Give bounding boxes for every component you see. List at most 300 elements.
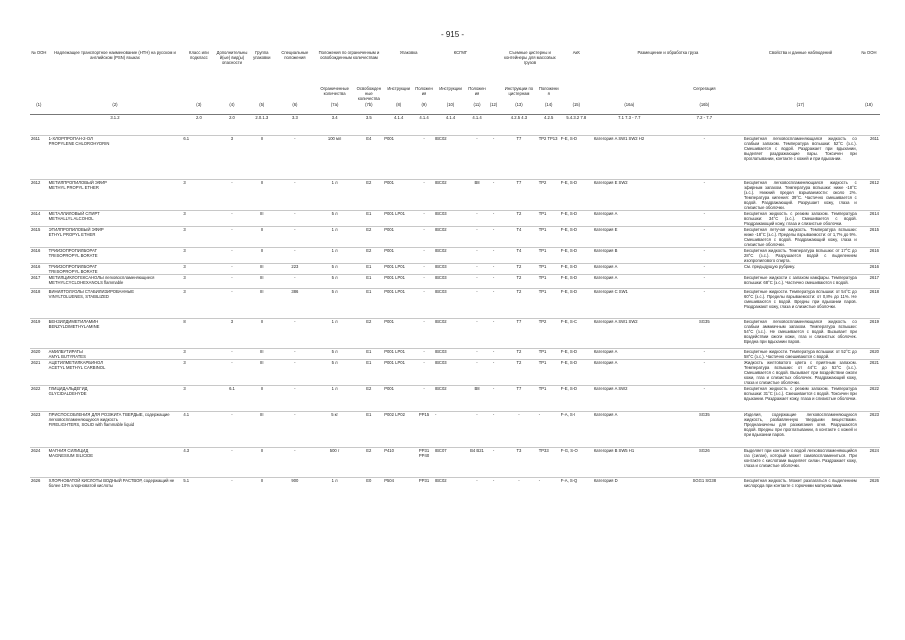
packing-instruction-cell: P001 [384,180,394,185]
class-cell: 3 [183,180,186,185]
ems-cell: F-A, S-I [560,412,576,417]
column-12-cell: - [492,360,495,365]
packing-group-cell: II [260,248,263,253]
special-provision-cell: 386 [291,289,299,294]
table-row [30,264,880,275]
packing-provision-cell: - [423,264,425,269]
class-cell: 3 [183,227,186,232]
reference-cell: 2.0 [195,115,202,120]
col-stowage-header: Размещение и обработка груза [637,50,699,55]
packing-group-cell: II [260,448,263,453]
segregation-cell: SG35 [698,319,710,324]
column-number: (2) [48,102,183,115]
tank-instruction-cell: - [518,412,520,417]
col-stowage-sub-header [593,86,666,102]
column-number: (11) [467,102,487,115]
tank-provision-cell: TP1 [538,386,547,391]
packing-provision-cell: - [423,211,425,216]
ibc-provision-cell: - [476,349,478,354]
un-number-end-cell: 2622 [869,386,879,391]
packing-provision-cell: - [423,349,425,354]
name-russian: ТРИИЗОПРОПИЛБОРАТ [48,264,97,269]
tank-provision-cell: TP1 [538,275,547,280]
limited-quantity-cell: 1 л [331,386,338,391]
packing-instruction-cell: P001 [384,136,394,141]
name-english: TRIISOPROPYL BORATE [48,269,98,274]
ems-cell: F-E, S-D [560,180,578,185]
packing-instruction-cell: P001 LP01 [384,211,405,216]
column-number-row [30,102,880,115]
class-cell: 3 [183,289,186,294]
reference-row [30,115,880,136]
ems-cell: F-E, S-D [560,289,578,294]
properties-cell: Бесцветная жидкость. Может разлагаться с выделением кислорода при контакте с горючими материалами. [743,478,857,488]
column-number: (7a) [315,102,355,115]
segregation-cell: - [703,227,706,232]
limited-quantity-cell: 5 л [331,360,338,365]
table-row [30,136,880,180]
packing-instruction-cell: P002 LP02 [384,412,405,417]
column-number: (3) [182,102,215,115]
table-row [30,289,880,319]
name-russian: ПРИСПОСОБЛЕНИЯ ДЛЯ РОЗЖИГА ТВЕРДЫЕ, содержащие легковоспламеняющуюся жидкость [48,412,170,422]
ems-cell: F-A, S-Q [560,478,578,483]
reference-cell: 4.1.4 [472,115,482,120]
excepted-quantity-cell: E2 [366,386,372,391]
class-cell: 8 [183,319,186,324]
column-number: (7b) [354,102,383,115]
dangerous-goods-table [30,50,880,492]
un-number-end-cell: 2618 [869,289,879,294]
limited-quantity-cell: 500 г [329,448,340,453]
packing-provision-cell: PP31 [418,478,430,483]
packing-instruction-cell: P001 [384,227,394,232]
name-russian: МЕТИЛПРОПИЛОВЫЙ ЭФИР [48,180,107,185]
name-cell [48,180,183,211]
table-row [30,227,880,248]
segregation-cell: - [703,180,706,185]
segregation-cell: SGG1 SG38 [692,478,717,483]
reference-cell: 3.1.2 [110,115,120,120]
table-row [30,180,880,211]
properties-cell: Бесцветная легковоспламеняющаяся жидкость со слабым аммиачным запахом. Температура вспышки: 54°C (з.с.). Не смешивается с водой. Вызывает при воздействии ожоги кожи, глаз и слизистых оболочек. Вредна при вдыхании паров. [743,319,857,344]
tank-instruction-cell: T7 [516,319,522,324]
ibc-provision-cell: B4 B21 [470,448,484,453]
table-row [30,386,880,412]
name-english: METHYLCYCLOHEXANOLS flammable [48,280,124,285]
column-12-cell: - [492,319,495,324]
ibc-instruction-cell: IBC02 [434,180,447,185]
name-english: ACETYL METHYL CARBINOL [48,365,106,370]
stowage-cell: Категория A [593,412,618,417]
excepted-quantity-cell: E2 [366,448,372,453]
col-packing-group-header: Группа упаковки [253,50,271,60]
table-row [30,412,880,448]
properties-cell: Бесцветные жидкости с запахом камфары. Температура вспышки: 68°C (з.с.). Частично смешиваются с водой. [743,275,857,285]
col-ibc-prov-header: Положения [468,86,486,96]
packing-provision-cell: - [423,360,425,365]
un-number-cell: 2614 [31,211,41,216]
tank-provision-cell: TP1 [538,360,547,365]
ibc-instruction-cell: IBC02 [434,319,447,324]
packing-group-cell: II [260,180,263,185]
special-provision-cell: - [294,349,296,354]
segregation-cell: - [703,360,706,365]
packing-provision-cell: PP15 [418,412,430,417]
properties-cell: Бесцветные жидкости. Температура вспышки: от 52°C до 58°C (з.с.). Частично смешиваются с водой. [743,349,857,359]
column-12-cell: - [492,349,495,354]
col-properties-header: Свойства и данные наблюдений [768,50,832,55]
ibc-instruction-cell: IBC03 [434,264,447,269]
limited-quantity-cell: 1 л [331,478,338,483]
column-12-cell: - [492,289,495,294]
column-number: (5) [249,102,275,115]
packing-group-cell: III [260,289,264,294]
subsidiary-risk-cell: 6.1 [229,386,235,391]
name-english: METHYL PROPYL ETHER [48,185,99,190]
name-cell [48,264,183,275]
reference-cell: 7.1 7.3 - 7.7 [618,115,641,120]
excepted-quantity-cell: E1 [366,264,372,269]
properties-cell: Выделяет при контакте с водой легковоспламеняющийся газ (силан), который может самовоспламениться. При контакте с кислотами выделяет силан. Раздражает кожу, глаза и слизистые оболочки. [743,448,857,468]
class-cell: 5.1 [183,478,190,483]
excepted-quantity-cell: E4 [366,136,372,141]
class-cell: 3 [183,349,186,354]
packing-instruction-cell: P504 [384,478,394,483]
class-cell: 4.1 [183,412,190,417]
special-provision-cell: - [294,386,296,391]
excepted-quantity-cell: E1 [366,289,372,294]
table-row [30,349,880,360]
reference-cell: 2.0.1.3 [255,115,269,120]
segregation-cell: - [703,289,706,294]
column-number: (16b) [666,102,743,115]
special-provision-cell: - [294,180,296,185]
packing-provision-cell: PP31 PP40 [418,448,430,458]
un-number-cell: 2612 [31,180,41,185]
stowage-cell: Категория C SW1 [593,289,628,294]
stowage-cell: Категория A SW2 [593,386,628,391]
col-limited-excepted-header: Положения по ограниченным и освобожденным количествам [318,50,380,60]
un-number-end-cell: 2617 [869,275,879,280]
subsidiary-risk-cell: - [231,275,233,280]
packing-group-cell: III [260,275,264,280]
name-cell [48,478,183,492]
column-number: (17) [743,102,858,115]
reference-cell: 7.2 - 7.7 [696,115,713,120]
tank-instruction-cell: T4 [516,227,522,232]
class-cell: 3 [183,248,186,253]
column-number: (6) [275,102,315,115]
name-russian: БЕНЗИЛДИМЕТИЛАМИН [48,319,99,324]
ems-cell: F-E, S-C [560,319,578,324]
un-number-end-cell: 2611 [869,136,879,141]
name-cell [48,227,183,248]
tank-provision-cell: TP2 [538,319,547,324]
special-provision-cell: - [294,227,296,232]
ibc-provision-cell: B8 [474,180,480,185]
column-12-cell: - [492,227,495,232]
packing-group-cell: III [260,349,264,354]
column-number: (13) [500,102,538,115]
name-cell [48,349,183,360]
name-russian: АМИЛБУТИРАТЫ [48,349,83,354]
col-un-no-end-header: № ООН [861,50,877,55]
un-number-cell: 2619 [31,319,41,324]
packing-instruction-cell: P001 LP01 [384,275,405,280]
subsidiary-risk-cell: - [231,248,233,253]
excepted-quantity-cell: E0 [366,478,372,483]
col-ibc-header: КСГМГ [453,50,468,55]
packing-provision-cell: - [423,248,425,253]
col-subsidiary-risk-header: Дополнительный(ые) вид(ы) опасности [216,50,248,65]
ibc-provision-cell: - [476,412,478,417]
ibc-instruction-cell: IBC03 [434,211,447,216]
column-number: (14) [538,102,560,115]
stowage-cell: Категория D [593,478,618,483]
un-number-cell: 2626 [31,478,41,483]
excepted-quantity-cell: E2 [366,227,372,232]
class-cell: 3 [183,360,186,365]
col-tanks-header: Съемные цистерны и контейнеры для массовых грузов [504,50,556,65]
limited-quantity-cell: 5 л [331,289,338,294]
name-russian: МАГНИЯ СИЛИЦИД [48,448,89,453]
tank-instruction-cell: T2 [516,211,522,216]
subsidiary-risk-cell: - [231,478,233,483]
ibc-provision-cell: - [476,227,478,232]
properties-cell: Изделия, содержащие легковоспламеняющуюся жидкость, разбавленную твердыми веществами. Предназначены для разжигания огня. Разрушаются водой. Вредны при проглатывании, в контакте с кожей и при вдыхании паров. [743,412,857,437]
segregation-cell: - [703,349,706,354]
subsidiary-risk-cell: - [231,349,233,354]
ibc-instruction-cell: IBC02 [434,136,447,141]
col-class-header: Класс или подкласс [189,50,209,60]
name-cell [48,448,183,478]
name-cell [48,412,183,448]
ibc-provision-cell: B8 [474,386,480,391]
un-number-cell: 2620 [31,349,41,354]
excepted-quantity-cell: E2 [366,319,372,324]
class-cell: 3 [183,386,186,391]
column-number: (15) [560,102,593,115]
stowage-cell: Категория A SW1 SW2 [593,319,638,324]
tank-provision-cell: TP1 [538,349,547,354]
name-cell [48,319,183,349]
stowage-cell: Категория A [593,360,618,365]
col-limited-header: Ограниченные количества [320,86,349,96]
name-russian: ВИНИЛТОЛУОЛЫ СТАБИЛИЗИРОВАННЫЕ [48,289,135,294]
packing-provision-cell: - [423,275,425,280]
packing-instruction-cell: P001 LP01 [384,349,405,354]
subsidiary-risk-cell: 3 [230,136,234,141]
name-english: GLYCIDALDEHYDE [48,391,87,396]
packing-provision-cell: - [423,227,425,232]
properties-cell: Бесцветная жидкость. Температура вспышки: от 17°C до 28°C (з.с.). Разрушается водой с выделением изопропилового спирта. [743,248,857,263]
segregation-cell: - [703,211,706,216]
properties-cell: Бесцветная легковоспламеняющаяся жидкость с эфирным запахом. Температура вспышки: ниже -18°C (з.с.). Нижний предел взрываемости: около 2%. Температура кипения: 39°C. Частично смешивается с водой. Раздражающий. Разрушает кожу, глаза и слизистые оболочки. [743,180,857,210]
tank-instruction-cell: T2 [516,264,522,269]
ibc-provision-cell: - [476,319,478,324]
tank-provision-cell: TP2 [538,180,547,185]
tank-instruction-cell: T2 [516,349,522,354]
column-12-cell: - [492,136,495,141]
limited-quantity-cell: 1 л [331,227,338,232]
packing-group-cell: III [260,211,264,216]
tank-provision-cell: - [538,478,541,483]
col-12-header [487,50,500,102]
special-provision-cell: - [294,319,296,324]
name-english: PROPYLENE CHLOROHYDRIN [48,141,110,146]
ems-cell: F-E, S-D [560,264,578,269]
col-ibc-instr-header: Инструкции [439,86,462,91]
column-12-cell: - [492,275,495,280]
name-russian: ТРИИЗОПРОПИЛБОРАТ [48,248,97,253]
subsidiary-risk-cell: - [231,211,233,216]
table-row [30,248,880,264]
packing-group-cell: II [260,227,263,232]
column-number: (8) [383,102,414,115]
class-cell: 6.1 [183,136,190,141]
special-provision-cell: - [294,360,296,365]
ibc-instruction-cell: IBC07 [434,448,447,453]
name-english: MAGNESIUM SILICIDE [48,453,94,458]
col-tank-prov-header: Положения [538,86,559,96]
stowage-cell: Категория B SW5 H1 [593,448,635,453]
tank-instruction-cell: T7 [516,180,522,185]
excepted-quantity-cell: E1 [366,360,372,365]
col-name-header: Надлежащее транспортное наименование (НТН) на русском и английском (PSN) языках [54,50,176,60]
packing-provision-cell: - [423,289,425,294]
reference-cell: 4.1.4 [419,115,429,120]
un-number-end-cell: 2615 [869,227,879,232]
tank-instruction-cell: - [518,478,520,483]
packing-provision-cell: - [423,136,425,141]
un-number-end-cell: 2612 [869,180,879,185]
excepted-quantity-cell: E1 [366,412,372,417]
excepted-quantity-cell: E2 [366,180,372,185]
packing-group-cell: III [260,412,264,417]
name-english: BENZYLDIMETHYLAMINE [48,324,100,329]
limited-quantity-cell: 1 л [331,319,338,324]
limited-quantity-cell: 5 л [331,275,338,280]
ems-cell: F-E, S-D [560,248,578,253]
col-segregation-header: Сегрегация [693,86,716,91]
reference-cell: 4.1.4 [445,115,456,120]
reference-cell: 4.2.5 4.3 [510,115,528,120]
tank-provision-cell: TP2 TP13 [538,136,558,141]
limited-quantity-cell: 5 л [331,264,338,269]
excepted-quantity-cell: E1 [366,211,372,216]
stowage-cell: Категория A [593,264,618,269]
column-number: (18) [858,102,880,115]
packing-instruction-cell: P001 [384,386,394,391]
limited-quantity-cell: 1 л [331,248,338,253]
column-12-cell: - [492,248,495,253]
subsidiary-risk-cell: 3 [230,319,234,324]
column-number: (10) [434,102,467,115]
un-number-end-cell: 2623 [869,412,879,417]
name-cell [48,289,183,319]
packing-group-cell: II [260,386,263,391]
properties-cell: См. предыдущую рубрику. [743,264,796,269]
packing-group-cell: II [260,136,263,141]
col-special-provisions-header: Специальные положения [281,50,309,60]
tank-instruction-cell: T7 [516,136,522,141]
special-provision-cell: - [294,448,296,453]
un-number-cell: 2624 [31,448,41,453]
special-provision-cell: 900 [291,478,299,483]
tank-provision-cell: TP1 [538,211,547,216]
limited-quantity-cell: 5 л [331,349,338,354]
limited-quantity-cell: 5 кг [331,412,339,417]
ibc-provision-cell: - [476,360,478,365]
tank-provision-cell: TP1 [538,264,547,269]
col-ems-header: АкК [572,50,580,55]
reference-cell: 3.3 [291,115,298,120]
excepted-quantity-cell: E2 [366,248,372,253]
limited-quantity-cell: 1 л [331,180,338,185]
packing-group-cell: III [260,264,264,269]
properties-cell: Бесцветная жидкость с резким запахом. Температура вспышки: 34°C (з.с.). Смешивается с водой. Раздражающий кожу, глаза и слизистые оболочки. [743,211,857,226]
table-row [30,360,880,386]
ibc-provision-cell: - [476,478,478,483]
name-english: AMYL BUTYRATES [48,354,86,359]
name-cell [48,211,183,227]
column-number: (9) [414,102,434,115]
un-number-end-cell: 2621 [869,360,879,365]
column-12-cell: - [492,478,495,483]
un-number-cell: 2617 [31,275,41,280]
column-12-cell: - [492,412,495,417]
special-provision-cell: - [294,136,296,141]
ems-cell: F-E, S-D [560,211,578,216]
un-number-cell: 2611 [31,136,41,141]
table-row [30,478,880,492]
column-number: (1) [30,102,48,115]
packing-instruction-cell: P410 [384,448,394,453]
name-russian: ХЛОРНОВАТОЙ КИСЛОТЫ ВОДНЫЙ РАСТВОР, содержащий не более 10% хлорноватой кислоты [48,478,175,488]
name-russian: МЕТАЛЛИЛОВЫЙ СПИРТ [48,211,100,216]
properties-cell: Бесцветная летучая жидкость. Температура вспышки: ниже -18°C (з.с.). Пределы взрываемости: от 1,7% до 9%. Смешивается с водой. Раздражающий кожу, глаза и слизистые оболочки. [743,227,857,247]
reference-cell [743,115,858,136]
tank-provision-cell: TP1 [538,289,547,294]
packing-instruction-cell: P001 LP01 [384,360,405,365]
segregation-cell: - [703,275,706,280]
tank-instruction-cell: T2 [516,289,522,294]
tank-instruction-cell: T2 [516,360,522,365]
name-russian: АЦЕТИЛМЕТИЛКАРБИНОЛ [48,360,104,365]
ems-cell: F-E, S-D [560,386,578,391]
ibc-instruction-cell: IBC03 [434,349,447,354]
subsidiary-risk-cell: - [231,289,233,294]
special-provision-cell: 223 [291,264,299,269]
column-12-cell: - [492,264,495,269]
table-row [30,319,880,349]
col-un-no-header: № ООН [31,50,47,55]
name-cell [48,275,183,289]
reference-cell: 2.0 [229,115,235,120]
reference-cell: 5.4.3.2 7.8 [566,115,587,120]
name-english: METHALLYL ALCOHOL [48,216,94,221]
ibc-provision-cell: - [476,136,478,141]
class-cell: 3 [183,264,186,269]
column-number: (16a) [593,102,666,115]
packing-group-cell: III [260,360,264,365]
un-number-end-cell: 2616 [869,248,879,253]
stowage-cell: Категория A [593,349,618,354]
tank-instruction-cell: T2 [516,275,522,280]
name-cell [48,360,183,386]
segregation-cell: SG35 [698,412,710,417]
